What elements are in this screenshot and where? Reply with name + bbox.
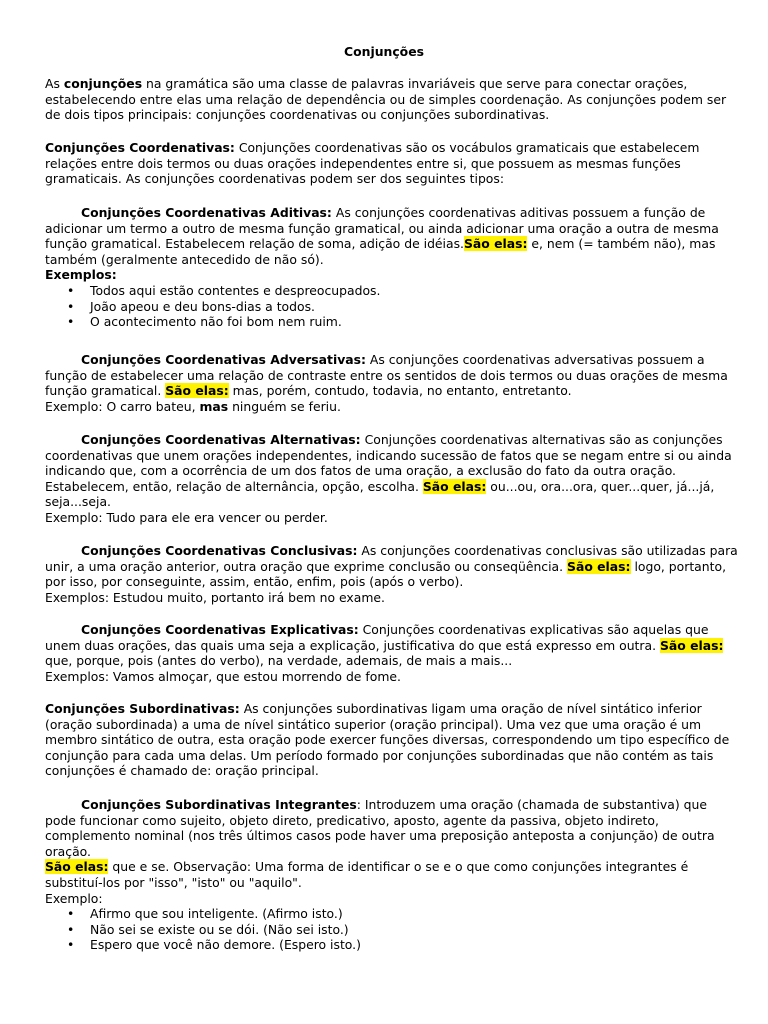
adversativas-section: [45, 352, 738, 414]
intro-text: na gramática são uma classe de palavras invariáveis que serve para conectar orações, estabelecendo entre elas uma relação de dependência ou de simples coordenação. As conjunções podem ser de dois tipos principais: conjunções coordenativas ou conjunções subordinativas.: [45, 76, 727, 123]
list-item: • Todos aqui estão contentes e despreocupados.: [45, 283, 738, 299]
adversativas-example-start: Exemplo: O carro bateu,: [45, 398, 200, 414]
document-title: Conjunções: [344, 44, 424, 59]
adversativas-list-text: mas, porém, contudo, todavia, no entanto, entretanto.: [228, 383, 572, 399]
integrantes-heading: Conjunções Subordinativas Integrantes: [81, 797, 357, 812]
integrantes-sao-elas-highlight: São elas:: [45, 859, 109, 875]
explicativas-example: Exemplos: Vamos almoçar, que estou morrendo de fome.: [45, 668, 401, 684]
adversativas-text: As conjunções coordenativas adversativas possuem a função de estabelecer uma relação de contraste entre os sentidos de dois termos ou duas orações de mesma função gramatical.: [45, 352, 728, 399]
conclusivas-section: [45, 543, 738, 605]
integrantes-examples-list: [45, 906, 738, 953]
aditivas-examples-list: [45, 283, 738, 330]
integrantes-examples-label: Exemplo:: [45, 890, 103, 906]
coordenativas-heading: Conjunções Coordenativas:: [45, 140, 235, 155]
aditivas-list-text: e, nem (= também não), mas também (geralmente antecedido de não só).: [45, 236, 716, 267]
aditivas-section: [45, 205, 738, 330]
conclusivas-text: As conjunções coordenativas conclusivas são utilizadas para unir, a uma oração anterior, outra oração que exprime conclusão ou conseqüência.: [45, 543, 738, 574]
list-item: • Espero que você não demore. (Espero isto.): [45, 937, 738, 953]
conclusivas-list-text: logo, portanto, por isso, por conseguinte, assim, então, enfim, pois (após o verbo).: [45, 558, 727, 590]
aditivas-text: As conjunções coordenativas aditivas possuem a função de adicionar um termo a outro de mesma função gramatical, ou ainda adicionar uma oração a outra de mesma função gramatical. Estabelecem relação de soma, adição de idéias.: [45, 205, 719, 252]
intro-bold-term: conjunções: [63, 76, 143, 91]
alternativas-list-text: ou...ou, ora...ora, quer...quer, já...já, seja...seja.: [45, 478, 715, 510]
explicativas-sao-elas-highlight: São elas:: [659, 637, 724, 653]
adversativas-example-bold: mas: [199, 398, 229, 414]
integrantes-section: [45, 797, 738, 953]
coordenativas-text: Conjunções coordenativas são os vocábulos gramaticais que estabelecem relações entre dois termos ou duas orações independentes entre si, que possuem as mesmas funções gramaticais. As conjunções coordenativas podem ser dos seguintes tipos:: [45, 140, 700, 187]
intro-paragraph: [45, 76, 738, 123]
alternativas-sao-elas-highlight: São elas:: [422, 478, 487, 494]
aditivas-examples-label: Exemplos:: [45, 267, 117, 283]
explicativas-list-text: que, porque, pois (antes do verbo), na verdade, ademais, de mais a mais...: [45, 653, 513, 669]
explicativas-section: [45, 622, 738, 684]
aditivas-heading: Conjunções Coordenativas Aditivas:: [81, 205, 332, 220]
explicativas-text: Conjunções coordenativas explicativas são aquelas que unem duas orações, das quais uma seja a explicação, justificativa do que está expresso em outra.: [45, 622, 709, 653]
subordinativas-text: As conjunções subordinativas ligam uma oração de nível sintático inferior (oração subordinada) a uma de nível sintático superior (oração principal). Uma vez que uma oração é um membro sintático de outra, esta oração pode exercer funções diversas, correspondendo um tipo específico de conjunção para cada uma delas. Um período formado por conjunções subordinadas que não contém as tais conjunções é chamado de: oração principal.: [45, 701, 730, 779]
alternativas-section: [45, 432, 738, 526]
list-item: • João apeou e deu bons-dias a todos.: [45, 299, 738, 315]
aditivas-sao-elas-highlight: São elas:: [464, 236, 528, 252]
explicativas-heading: Conjunções Coordenativas Explicativas:: [81, 622, 359, 637]
adversativas-sao-elas-highlight: São elas:: [165, 383, 229, 399]
subordinativas-section: [45, 701, 738, 779]
integrantes-text: : Introduzem uma oração (chamada de substantiva) que pode funcionar como sujeito, objeto direto, predicativo, aposto, agente da passiva, objeto indireto, complemento nominal (nos três últimos casos pode haver uma preposição anteposta a conjunção) de outra oração.: [45, 797, 715, 859]
list-item: • O acontecimento não foi bom nem ruim.: [45, 314, 738, 330]
conclusivas-sao-elas-highlight: São elas:: [567, 558, 631, 574]
adversativas-example-end: ninguém se feriu.: [228, 398, 341, 414]
alternativas-example: Exemplo: Tudo para ele era vencer ou perder.: [45, 509, 328, 525]
conclusivas-heading: Conjunções Coordenativas Conclusivas:: [81, 543, 358, 558]
conclusivas-example: Exemplos: Estudou muito, portanto irá bem no exame.: [45, 589, 385, 605]
integrantes-list-text: que e se. Observação: Uma forma de identificar o se e o que como conjunções integrantes é substituí-los por "isso", "isto" ou "aquilo".: [45, 859, 689, 890]
intro-text-start: As: [45, 76, 64, 91]
adversativas-heading: Conjunções Coordenativas Adversativas:: [81, 352, 366, 367]
list-item: • Não sei se existe ou se dói. (Não sei isto.): [45, 922, 738, 938]
alternativas-text: Conjunções coordenativas alternativas são as conjunções coordenativas que unem orações independentes, indicando sucessão de fatos que se negam entre si ou ainda indicando que, com a ocorrência de um dos fatos de uma oração, a exclusão do fato da outra oração. Estabelecem, então, relação de alternância, opção, escolha.: [45, 432, 732, 494]
list-item: • Afirmo que sou inteligente. (Afirmo isto.): [45, 906, 738, 922]
coordenativas-section: [45, 140, 738, 187]
subordinativas-heading: Conjunções Subordinativas:: [45, 701, 240, 716]
alternativas-heading: Conjunções Coordenativas Alternativas:: [81, 432, 361, 447]
